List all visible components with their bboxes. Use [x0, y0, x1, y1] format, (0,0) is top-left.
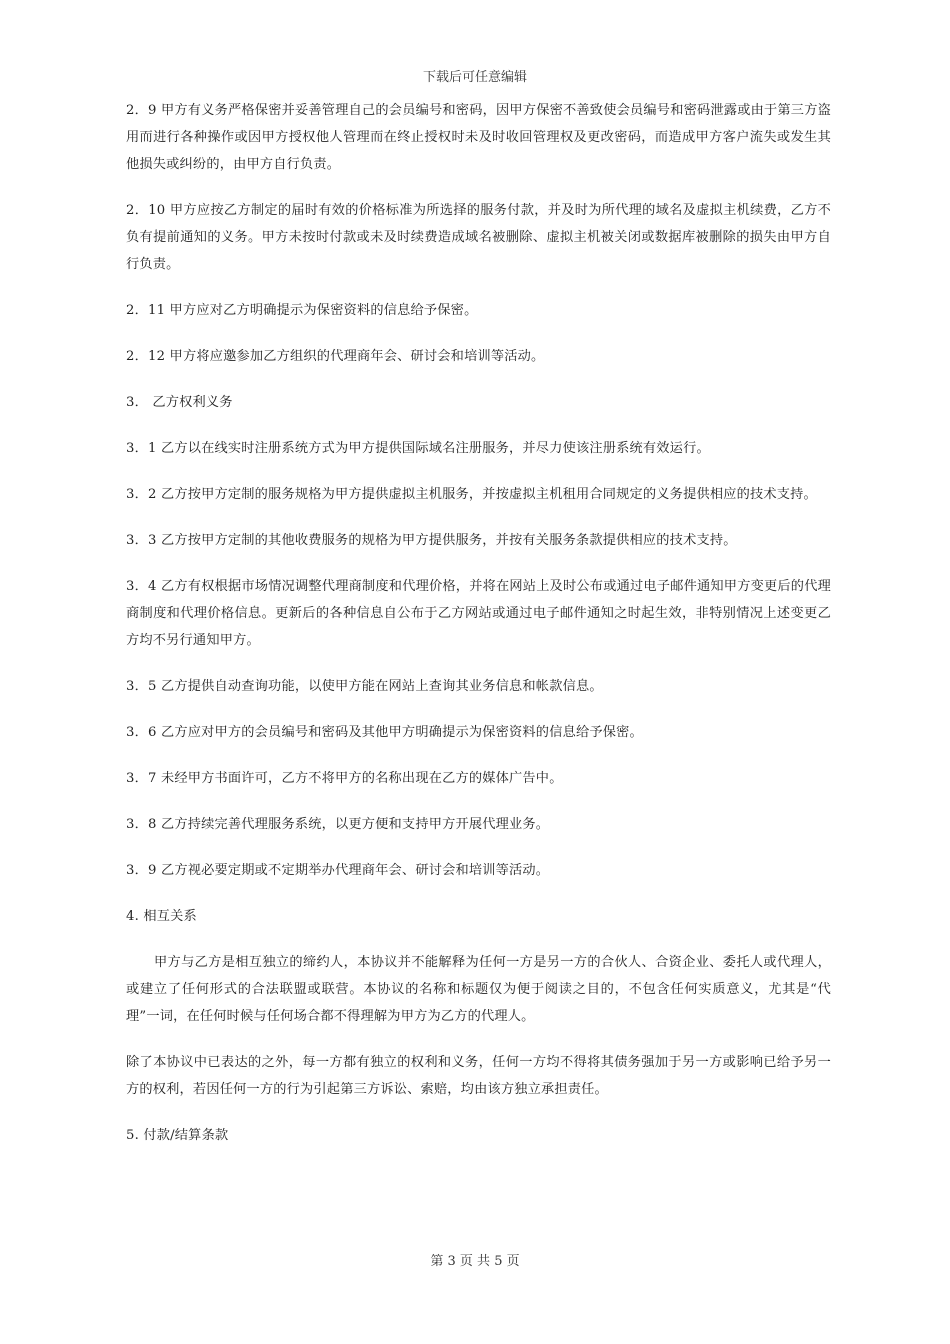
clause-3-9: 3．9 乙方视必要定期或不定期举办代理商年会、研讨会和培训等活动。 — [126, 863, 550, 878]
clause-3-4: 3．4 乙方有权根据市场情况调整代理商制度和代理价格，并将在网站上及时公布或通过电子邮件通知甲方变更后的代理商制度和代理价格信息。更新后的各种信息自公布于乙方网站或通过电子邮件通知之时起生效，非特别情况上述变更乙方均不另行通知甲方。 — [126, 579, 831, 648]
clause-3-5: 3．5 乙方提供自动查询功能，以使甲方能在网站上查询其业务信息和帐款信息。 — [126, 679, 603, 694]
clause-3-7: 3．7 未经甲方书面许可，乙方不将甲方的名称出现在乙方的媒体广告中。 — [126, 771, 563, 786]
clause-3-6: 3．6 乙方应对甲方的会员编号和密码及其他甲方明确提示为保密资料的信息给予保密。 — [126, 725, 643, 740]
clause-3-3: 3．3 乙方按甲方定制的其他收费服务的规格为甲方提供服务，并按有关服务条款提供相应的技术支持。 — [126, 533, 737, 548]
clause-3-1: 3．1 乙方以在线实时注册系统方式为甲方提供国际域名注册服务，并尽力使该注册系统有效运行。 — [126, 441, 710, 456]
section-4-heading: 4. 相互关系 — [126, 909, 197, 924]
section-3-heading: 3． 乙方权利义务 — [126, 395, 233, 410]
relationship-paragraph: 甲方与乙方是相互独立的缔约人，本协议并不能解释为任何一方是另一方的合伙人、合资企业、委托人或代理人，或建立了任何形式的合法联盟或联营。本协议的名称和标题仅为便于阅读之目的，不包含任何实质意义，尤其是“代理”一词，在任何时候与任何场合都不得理解为甲方为乙方的代理人。 — [126, 955, 831, 1024]
page-number: 第 3 页 共 5 页 — [430, 1254, 520, 1269]
clause-2-9: 2．9 甲方有义务严格保密并妥善管理自己的会员编号和密码，因甲方保密不善致使会员编号和密码泄露或由于第三方盗用而进行各种操作或因甲方授权他人管理而在终止授权时未及时收回管理权及更改密码，而造成甲方客户流失或发生其他损失或纠纷的，由甲方自行负责。 — [126, 103, 831, 172]
page-header: 下载后可任意编辑 — [422, 70, 527, 85]
clause-3-8: 3．8 乙方持续完善代理服务系统，以更方便和支持甲方开展代理业务。 — [126, 817, 550, 832]
section-5-heading: 5. 付款/结算条款 — [126, 1128, 229, 1143]
clause-2-12: 2．12 甲方将应邀参加乙方组织的代理商年会、研讨会和培训等活动。 — [126, 349, 545, 364]
document-body — [126, 97, 831, 1168]
clause-3-2: 3．2 乙方按甲方定制的服务规格为甲方提供虚拟主机服务，并按虚拟主机租用合同规定的义务提供相应的技术支持。 — [126, 487, 817, 502]
clause-2-11: 2．11 甲方应对乙方明确提示为保密资料的信息给予保密。 — [126, 303, 478, 318]
liability-paragraph: 除了本协议中已表达的之外，每一方都有独立的权利和义务，任何一方均不得将其债务强加于另一方或影响已给予另一方的权利，若因任何一方的行为引起第三方诉讼、索赔，均由该方独立承担责任。 — [126, 1055, 831, 1097]
clause-2-10: 2．10 甲方应按乙方制定的届时有效的价格标准为所选择的服务付款，并及时为所代理的域名及虚拟主机续费，乙方不负有提前通知的义务。甲方未按时付款或未及时续费造成域名被删除、虚拟主机被关闭或数据库被删除的损失由甲方自行负责。 — [126, 203, 831, 272]
